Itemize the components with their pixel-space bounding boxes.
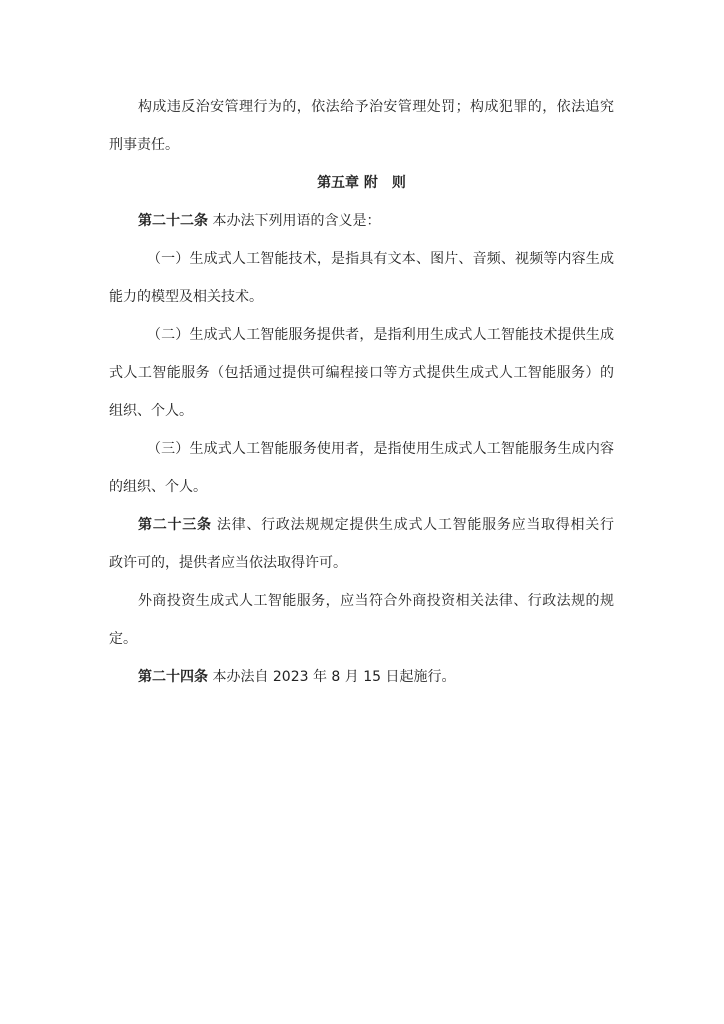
paragraph-line: 构成违反治安管理行为的，依法给予治安管理处罚；构成犯罪的，依法追究 — [138, 99, 614, 115]
definition-item-3: （三）生成式人工智能服务使用者，是指使用生成式人工智能服务生成内容 — [147, 441, 614, 457]
article-text: 法律、行政法规规定提供生成式人工智能服务应当取得相关行 — [211, 517, 615, 533]
chapter-heading: 第五章 附 则 — [317, 175, 406, 191]
article-text: 本办法自 2023 年 8 月 15 日起施行。 — [208, 669, 456, 685]
definition-item-1: （一）生成式人工智能技术，是指具有文本、图片、音频、视频等内容生成 — [147, 251, 614, 267]
paragraph-line: 式人工智能服务（包括通过提供可编程接口等方式提供生成式人工智能服务）的 — [109, 365, 614, 381]
definition-item-2: （二）生成式人工智能服务提供者，是指利用生成式人工智能技术提供生成 — [147, 327, 614, 343]
article-text: 本办法下列用语的含义是： — [208, 213, 381, 229]
article-title: 第二十二条 — [138, 213, 208, 229]
paragraph-line: 定。 — [109, 631, 137, 647]
article-22 — [109, 208, 614, 246]
paragraph-line: 政许可的，提供者应当依法取得许可。 — [109, 555, 347, 571]
paragraph-line: 刑事责任。 — [109, 137, 179, 153]
article-title: 第二十四条 — [138, 669, 208, 685]
article-23 — [109, 512, 614, 550]
paragraph-line: 能力的模型及相关技术。 — [109, 289, 263, 305]
article-title: 第二十三条 — [138, 517, 212, 533]
paragraph-line: 的组织、个人。 — [109, 479, 207, 495]
document-page — [109, 94, 614, 702]
article-24 — [109, 664, 614, 702]
paragraph-line: 组织、个人。 — [109, 403, 193, 419]
paragraph-line: 外商投资生成式人工智能服务，应当符合外商投资相关法律、行政法规的规 — [138, 593, 614, 609]
